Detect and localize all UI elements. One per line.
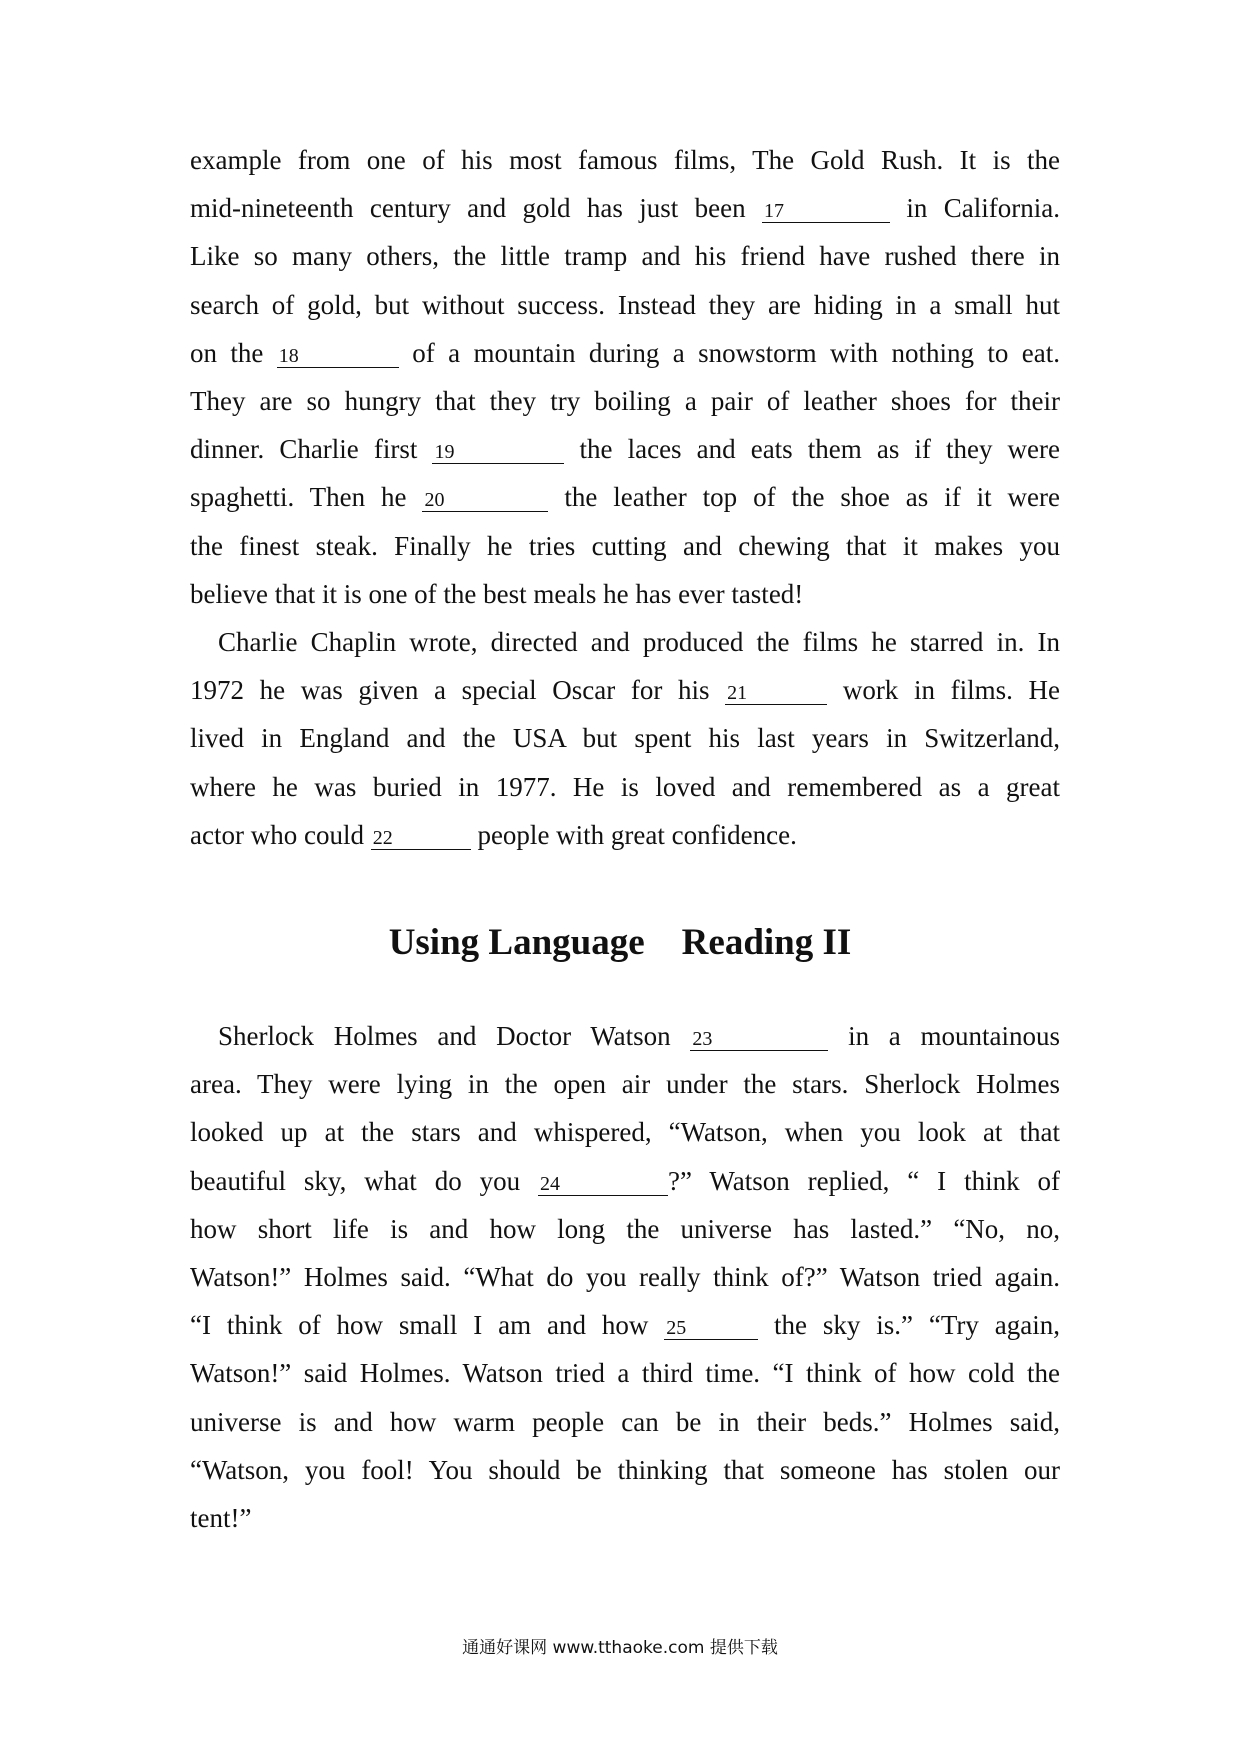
line-text: lived in England and the USA but spent his last years in Switzerland, [190, 723, 1060, 754]
text-line [190, 714, 1060, 762]
line-text: ?” Watson replied, “ I think of [668, 1165, 1060, 1196]
line-text: how short life is and how long the universe has lasted.” “No, no, [190, 1213, 1060, 1244]
text-line [190, 1301, 1060, 1349]
line-text: Watson!” said Holmes. Watson tried a third time. “I think of how cold the [190, 1358, 1060, 1389]
blank-20: 20 [422, 489, 548, 512]
text-line [190, 232, 1060, 280]
text-line [190, 522, 1060, 570]
text-line [190, 763, 1060, 811]
line-text: Watson!” Holmes said. “What do you really think of?” Watson tried again. [190, 1262, 1060, 1293]
footer-watermark: 通通好课网 www.tthaoke.com 提供下载 [462, 1638, 778, 1658]
line-text: the leather top of the shoe as if it were [548, 482, 1060, 513]
text-line [190, 1108, 1060, 1156]
line-text: Sherlock Holmes and Doctor Watson [218, 1021, 691, 1051]
blank-18: 18 [277, 345, 399, 368]
line-text: Like so many others, the little tramp and his friend have rushed there in [190, 241, 1060, 272]
line-text: work in films. He [827, 675, 1060, 706]
line-text: believe that it is one of the best meals he has ever tasted! [190, 578, 804, 609]
text-line [190, 136, 1060, 184]
text-line [190, 1205, 1060, 1253]
line-text: people with great confidence. [470, 819, 797, 850]
line-text: universe is and how warm people can be in their beds.” Holmes said, [190, 1406, 1060, 1437]
section-heading: Using Language Reading II [388, 922, 852, 963]
paragraph-chaplin-career [190, 618, 1060, 859]
line-text: looked up at the stars and whispered, “Watson, when you look at that [190, 1117, 1060, 1148]
line-text: the laces and eats them as if they were [564, 434, 1060, 465]
text-line [190, 1253, 1060, 1301]
line-text: tent!” [190, 1503, 252, 1534]
line-text: spaghetti. Then he [190, 482, 423, 513]
line-text: Charlie Chaplin wrote, directed and produced the films he starred in. In [218, 627, 1060, 657]
line-text: search of gold, but without success. Instead they are hiding in a small hut [190, 289, 1060, 320]
text-line [190, 1157, 1060, 1205]
blank-17: 17 [762, 200, 890, 223]
line-text: area. They were lying in the open air under the stars. Sherlock Holmes [190, 1069, 1060, 1100]
text-line [190, 1349, 1060, 1397]
paragraph-gold-rush [190, 136, 1060, 618]
line-text: the finest steak. Finally he tries cutting and chewing that it makes you [190, 530, 1060, 561]
line-text: on the [190, 337, 277, 368]
line-text: dinner. Charlie first [190, 434, 433, 465]
text-line [190, 1398, 1060, 1446]
line-text: in a mountainous [828, 1021, 1060, 1051]
line-text: example from one of his most famous films, The Gold Rush. It is the [190, 145, 1060, 175]
line-text: in California. [890, 193, 1060, 224]
line-text: where he was buried in 1977. He is loved and remembered as a great [190, 771, 1060, 802]
text-line [190, 329, 1060, 377]
blank-25: 25 [664, 1317, 758, 1340]
paragraph-sherlock-holmes [190, 1012, 1060, 1542]
text-line [190, 377, 1060, 425]
text-line [190, 1060, 1060, 1108]
blank-24: 24 [538, 1173, 668, 1196]
line-text: of a mountain during a snowstorm with nothing to eat. [398, 337, 1060, 368]
text-line [190, 281, 1060, 329]
line-text: “I think of how small I am and how [190, 1310, 665, 1341]
text-line [190, 1012, 1060, 1060]
text-line [190, 618, 1060, 666]
line-text: the sky is.” “Try again, [758, 1310, 1060, 1341]
text-line [190, 473, 1060, 521]
blank-22: 22 [371, 827, 471, 850]
text-line [190, 811, 1060, 859]
line-text: beautiful sky, what do you [190, 1165, 539, 1196]
line-text: mid-nineteenth century and gold has just been [190, 193, 763, 224]
text-line [190, 184, 1060, 232]
blank-23: 23 [690, 1028, 828, 1051]
line-text: actor who could [190, 819, 371, 850]
line-text: “Watson, you fool! You should be thinking that someone has stolen our [190, 1454, 1060, 1485]
blank-21: 21 [725, 682, 827, 705]
text-line [190, 425, 1060, 473]
line-text: They are so hungry that they try boiling a pair of leather shoes for their [190, 386, 1060, 417]
text-line [190, 570, 1060, 618]
blank-19: 19 [432, 441, 564, 464]
line-text: 1972 he was given a special Oscar for his [190, 675, 726, 706]
text-line [190, 1494, 1060, 1542]
text-line [190, 666, 1060, 714]
text-line [190, 1446, 1060, 1494]
